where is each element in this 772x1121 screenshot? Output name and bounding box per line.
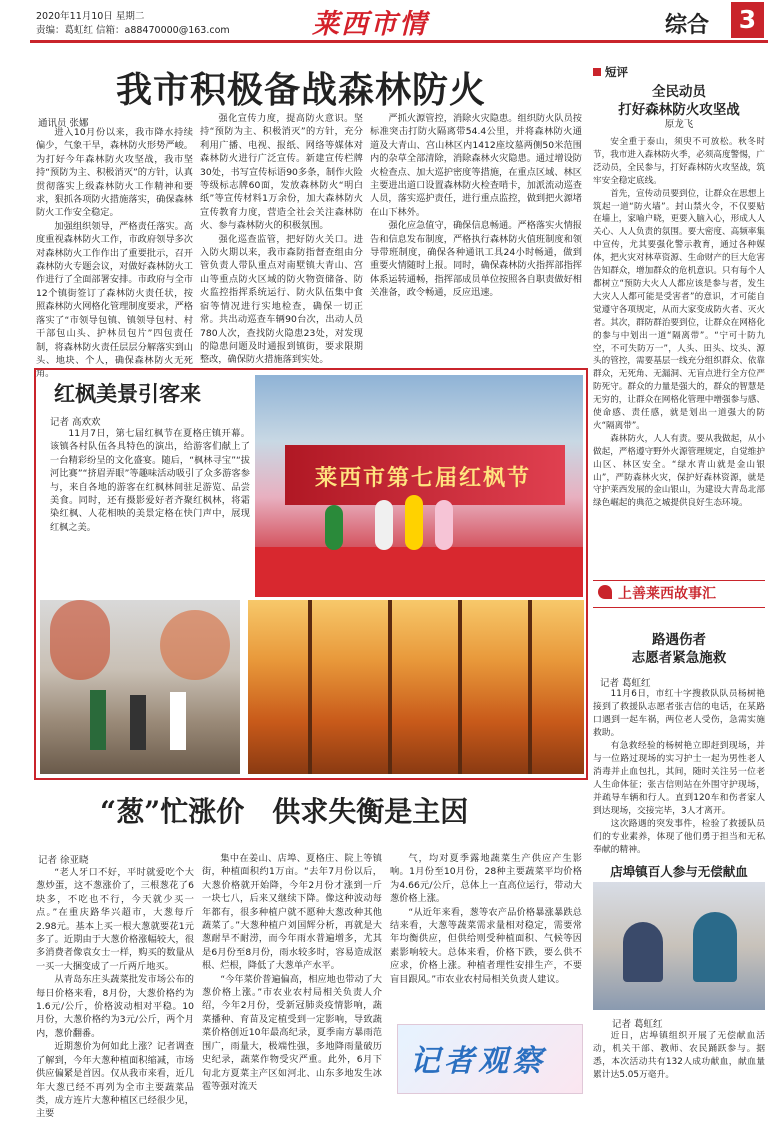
header-rule xyxy=(30,40,768,43)
maple-title: 红枫美景引客来 xyxy=(54,381,201,406)
onion-col-1 xyxy=(36,866,194,1120)
goodstory-banner: 上善莱西故事汇 xyxy=(618,586,716,602)
blood-title: 店埠镇百人参与无偿献血 xyxy=(610,864,748,879)
paragraph: 森林防火，人人有责。要从我做起，从小做起，严格遵守野外火源管理规定，自觉维护山区、林区安全。“绿水青山就是金山银山”，严防森林火灾，保护好森林资源，就是守护莱西发展的金山银山，为建设大青岛北部绿色崛起的典范之城提供良好生态环境。 xyxy=(593,433,765,509)
forest-photo xyxy=(248,600,584,774)
main-headline: 我市积极备战森林防火 xyxy=(116,69,487,111)
onion-headline: “葱”忙涨价 供求失衡是主因 xyxy=(100,795,469,828)
main-byline: 通讯员 张娜 xyxy=(38,118,89,129)
stage-floor xyxy=(255,547,583,597)
blood-byline: 记者 葛虹红 xyxy=(612,1019,663,1030)
paragraph: 强化应急值守，确保信息畅通。严格落实火情报告和信息发布制度，严格执行森林防火值班制度和领导带班制度，确保各种通讯工具24小时畅通，做到重要火情随时上报。同时，确保森林防火指挥部指挥体系运转通畅，指挥部成员单位按照各自职责做好相关准备，政令畅通，反应迅速。 xyxy=(370,220,582,299)
goodstory-title-line2: 志愿者紧急施救 xyxy=(631,650,727,666)
paragraph: “今年菜价普遍偏高，相应地也带动了大葱价格上涨。”市农业农村局相关负责人介绍，今年2月份，受新冠肺炎疫情影响，蔬菜播种、育苗及定植受到一定影响，导致蔬菜价格创近10年最高纪录，夏季南方暴雨范围广，雨量大，极端性强，多地降雨量破历史纪录，蔬菜作物受灾严重。此外，6月下旬北方夏菜主产区如河北、山东多地发生冰雹等强对流天 xyxy=(202,973,382,1092)
paragraph: 近期葱价为何如此上涨？记者调查了解到，今年大葱种植面积缩减，市场供应偏紧是首因。仅从我市来看，近几年大葱已经不再列为全市主要蔬菜品类，成方连片大葱种植区已经很少见，主要 xyxy=(36,1041,194,1120)
tree-trunk xyxy=(308,600,312,774)
main-col-2 xyxy=(200,112,363,366)
header-date: 2020年11月10日 星期二 xyxy=(36,11,145,22)
dancer xyxy=(375,500,393,550)
onion-byline: 记者 徐亚晓 xyxy=(38,855,89,866)
paragraph: 11月6日，市红十字搜救队队员杨树艳接到了救援队志愿者张吉信的电话，在某路口遇到一起车祸，两位老人受伤，急需实施救助。 xyxy=(593,689,765,738)
paragraph: 进入10月份以来，我市降水持续偏少，气象干旱，森林防火形势严峻。为打好今年森林防火攻坚战，我市坚持“预防为主、积极消灭”的方针，认真贯彻落实上级森林防火工作精神和要求，狠抓各项防火措施落实，确保森林防火工作安全稳定。 xyxy=(36,127,193,219)
paragraph: 集中在姜山、店埠、夏格庄、院上等镇街，种植面积约1万亩。“去年7月份以后，大葱价格就开始降，今年2月份才涨到一斤一块七八，后来又继续下降。像这种波动每年都有，很多种植户就不愿种大葱改种其他蔬菜了。”大葱种植户刘国辉分析，再就是大葱耐旱不耐涝，而今年雨水普遍增多，尤其是6月份至8月份，雨水较多时，容易造成沤根、烂根，降低了大葱单产水平。 xyxy=(202,853,382,972)
paper-name: 莱西市情 xyxy=(312,9,428,40)
blood-photo xyxy=(593,882,765,1010)
commentary-body xyxy=(593,136,765,568)
goodstory-title-line1: 路遇伤者 xyxy=(652,632,706,648)
onion-col-3 xyxy=(390,852,582,1012)
paragraph: 从青岛东庄头蔬菜批发市场公布的每日价格来看，8月份，大葱价格约为1.6元/公斤，价格波动相对平稳。10月份，大葱价格约为3元/公斤，两个月内，葱价翻番。 xyxy=(36,974,194,1039)
paragraph: “老人牙口不好，平时就爱吃个大葱炒蛋，这不葱涨价了，三根葱花了6块多，不吃也不行，今天就少买一点。”在重庆路华兴超市，大葱每斤2.98元。基本上买一根大葱就要花1元多了。近期由于大葱价格涨幅较大，很多消费者像袁女士一样，购买的数量从一买一大捆变成了一斤两斤地买。 xyxy=(36,867,194,972)
paragraph: 强化宣传力度，提高防火意识。坚持“预防为主、积极消灭”的方针，充分利用广播、电视、报纸、网络等媒体对森林防火进行广泛宣传。新建宣传栏牌30处，书写宣传标语90多条，制作火险等级标志牌60面，发放森林防火“明白纸”等宣传材料1万余份，加大森林防火宣传教育力度，营造全社会关注森林防火、参与森林防火的积极氛围。 xyxy=(200,113,363,232)
paragraph: “从近年来看，葱等农产品价格暴涨暴跌总结来看，大葱等蔬菜需求量相对稳定，需要常年均衡供应，但供给则受种植面积、气候等因素影响较大。总体来看，价格下跌，要么供不应求，价格上涨。种植者理性安排生产，不要盲目跟风。”市农业农村局相关负责人建议。 xyxy=(390,906,582,985)
main-col-1 xyxy=(36,126,193,380)
onion-col-2 xyxy=(202,852,382,1102)
stage-photo xyxy=(255,375,583,597)
commentary-author: 原龙飞 xyxy=(664,119,694,130)
page-number: 3 xyxy=(731,2,764,38)
goodstory-byline: 记者 葛虹红 xyxy=(600,678,651,689)
paragraph: 有急救经验的杨树艳立即赶到现场，并与一位路过现场的实习护士一起为男性老人消毒并止血包扎，其间，随时关注另一位老人生命体征；张吉信则站在外围守护现场，并疏导车辆和行人。直到120车和伤者家人到达现场，交接完毕，3人才离开。 xyxy=(593,741,765,816)
person xyxy=(130,695,146,750)
goodstory-body xyxy=(593,688,765,855)
paragraph: 这次路遇的突发事件，检验了救援队员们的专业素养，体现了他们勇于担当和无私奉献的精神。 xyxy=(593,819,765,855)
person xyxy=(90,690,106,750)
commentary-marker xyxy=(593,68,601,76)
paragraph: 强化巡查监管，把好防火关口。进入防火期以来，我市森防指督查组由分管负责人带队重点对南墅镇大青山、宫山等重点防火区域的防火物资储备、防火监控指挥系统运行、防火队伍集中食宿等情况进行实地检查，确保一切正常。共出动巡查车辆90台次，出动人员780人次，查找防火隐患23处，对发现的隐患问题及时通报到镇街，要求限期整改，确保防火措施落到实处。 xyxy=(200,233,363,366)
paragraph: 气，均对夏季露地蔬菜生产供应产生影响。1月份至10月份，28种主要蔬菜平均价格为4.66元/公斤，总体上一直高位运行，带动大葱价格上涨。 xyxy=(390,853,582,905)
main-col-3 xyxy=(370,112,582,366)
maple-byline: 记者 高欢欢 xyxy=(50,417,101,428)
paragraph: 首先，宣传动员要到位，让群众在思想上筑起一道“防火墙”。封山禁火令，不仅要贴在墙上，家喻户晓，更要入脑入心，形成人人关心、人人负责的氛围。要大密度、高频率集中宣传，尤其要强化警示教育，通过各种媒体，把火灾对林草资源、生命财产的巨大危害告知群众，增加群众的危机意识。只有每个人都树立“预防大火人人都应该是参与者，发生大灾人人都可能是受害者”的意识，才可能自觉遵守各项规定，从而大家变成防火者、灭火者。其次，群防群治要到位，让群众在网格化的参与中划出一道“隔离带”。“宁可十防九空，不可失防万一”，人头、田头、坟头、源头的管控，需要基层一线充分组织群众、依靠群众，无死角、无漏洞、无盲点进行全方位严防死守。群众的力量是强大的，群众的智慧是无穷的，让群众在网格化管理中增强参与感、使命感、责任感，就是划出一道强大的防火“隔离带”。 xyxy=(593,188,765,431)
tree-trunk xyxy=(458,600,462,774)
observe-label: 记者观察 xyxy=(410,1044,546,1079)
paragraph: 严抓火源管控，消除火灾隐患。组织防火队员按标准突击打防火隔离带54.4公里，并将森林防火通道及大青山、宫山林区内1412座坟墓两侧50米范围内的杂草全部清除，消除森林火灾隐患。通过增设防火检查点、加大巡护密度等措施，在重点区域、林区主要进出道口设置森林防火检查哨卡，加派流动巡查人员，落实巡护责任，进行重点监控，做到把火源堵在山下林外。 xyxy=(370,113,582,218)
person xyxy=(170,692,186,750)
section-name: 综合 xyxy=(665,13,710,38)
commentary-title-line2: 打好森林防火攻坚战 xyxy=(618,102,740,118)
tree-silhouette xyxy=(160,610,230,680)
stage-banner-text: 莱西市第七届红枫节 xyxy=(315,465,532,491)
tree-trunk xyxy=(388,600,392,774)
crowd-photo xyxy=(40,600,240,774)
paragraph: 安全重于泰山，须臾不可放松。秋冬时节，我市进入森林防火季，必须高度警惕，广泛动员，全民参与，打好森林防火攻坚战，筑牢安全稳定底线。 xyxy=(593,137,765,186)
person xyxy=(623,922,663,982)
commentary-title-line1: 全民动员 xyxy=(652,84,706,100)
tree-trunk xyxy=(528,600,532,774)
dancer xyxy=(405,495,423,550)
dancer xyxy=(435,500,453,550)
goodstory-flower-icon xyxy=(598,585,612,599)
blood-body: 近日，店埠镇组织开展了无偿献血活动，机关干部、教师、农民踊跃参与。据悉，本次活动共有132人成功献血，献血量累计达5.05万毫升。 xyxy=(593,1031,765,1080)
commentary-section-label: 短评 xyxy=(605,65,628,79)
header-editor-line: 责编：葛虹红 信箱：a88470000@163.com xyxy=(36,25,230,36)
dancer xyxy=(325,505,343,550)
maple-body: 11月7日，第七届红枫节在夏格庄镇开幕。该镇各村队伍各具特色的演出，给游客们献上了一台精彩纷呈的文化盛宴。随后，“枫林寻宝”“拔河比赛”“挤眉弄眼”等趣味活动吸引了众多游客参与，来自各地的游客在红枫林间驻足游览、品尝美食。同时，还有摄影爱好者齐聚红枫林，将霜染红枫、人花相映的美景定格在快门声中，展现红枫之美。 xyxy=(50,428,250,533)
person xyxy=(693,912,737,982)
tree-silhouette xyxy=(50,600,110,680)
paragraph: 加强组织领导，严格责任落实。高度重视森林防火工作，市政府领导多次对森林防火工作作出了重要批示，召开森林防火专题会议，对做好森林防火工作进行了全面部署安排。市政府与全市12个镇街签订了森林防火责任状，按照森林防火网格化管理制度要求，严格落实了“市领导包镇、镇领导包村、村干部包山头、护林员包片”四包责任制，将森林防火责任层层分解落实到山头、地块、个人，确保森林防火无死角。 xyxy=(36,220,193,380)
